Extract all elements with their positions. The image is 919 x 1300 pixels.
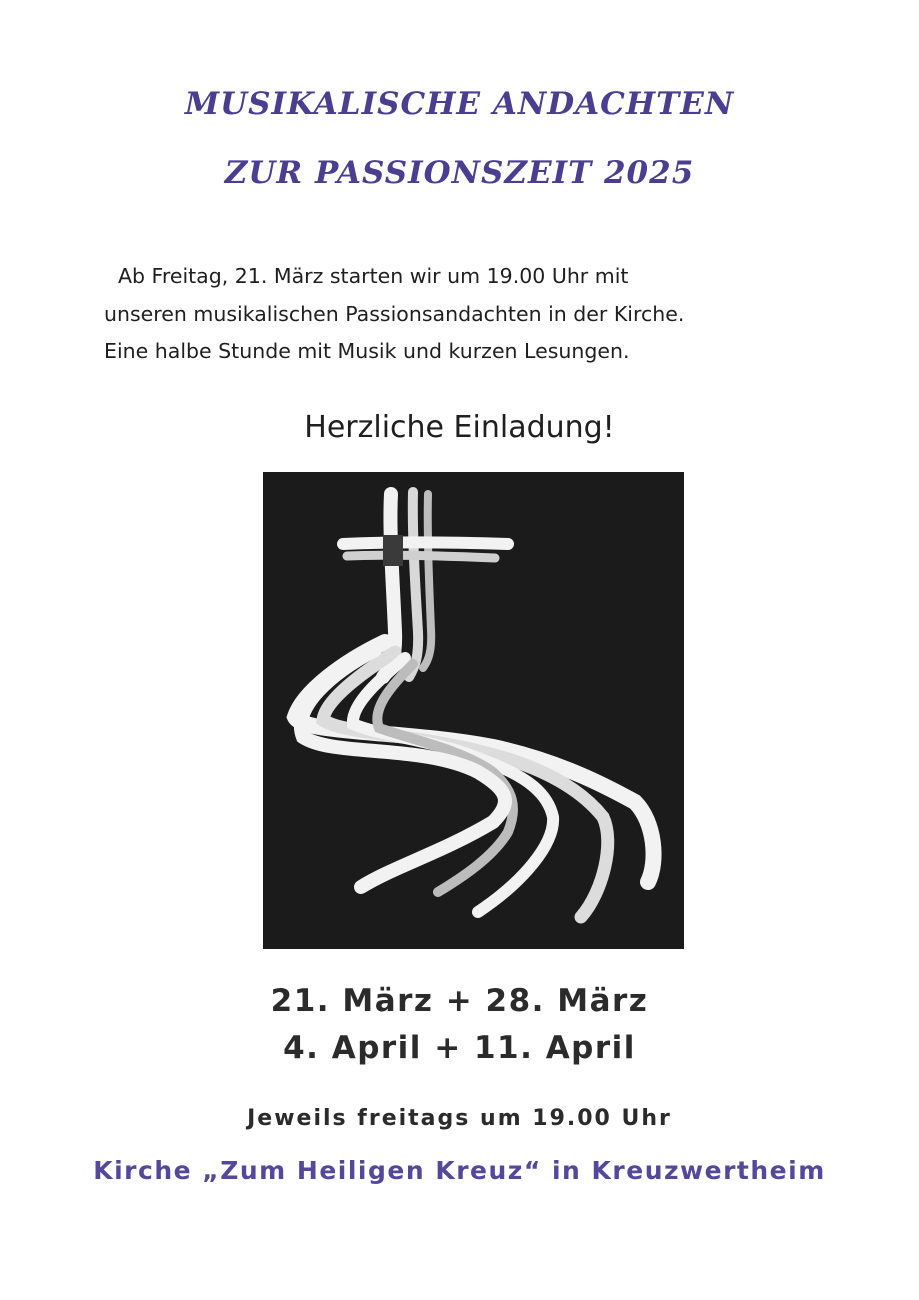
intro-paragraph xyxy=(104,258,824,371)
title-line-1: MUSIKALISCHE ANDACHTEN xyxy=(184,86,735,122)
dates-line-2: 4. April + 11. April xyxy=(283,1030,636,1066)
title-line-2: ZUR PASSIONSZEIT 2025 xyxy=(224,155,695,191)
schedule-text: Jeweils freitags um 19.00 Uhr xyxy=(247,1106,672,1131)
location-text: Kirche „Zum Heiligen Kreuz“ in Kreuzwertheim xyxy=(93,1156,826,1185)
intro-line-1: Ab Freitag, 21. März starten wir um 19.00 Uhr mit xyxy=(118,264,629,288)
intro-line-2: unseren musikalischen Passionsandachten in der Kirche. xyxy=(104,301,685,326)
intro-line-3: Eine halbe Stunde mit Musik und kurzen Lesungen. xyxy=(104,339,630,363)
dates-line-1: 21. März + 28. März xyxy=(270,983,649,1019)
invitation-heading: Herzliche Einladung! xyxy=(304,410,615,445)
cross-and-path-icon xyxy=(263,472,684,949)
